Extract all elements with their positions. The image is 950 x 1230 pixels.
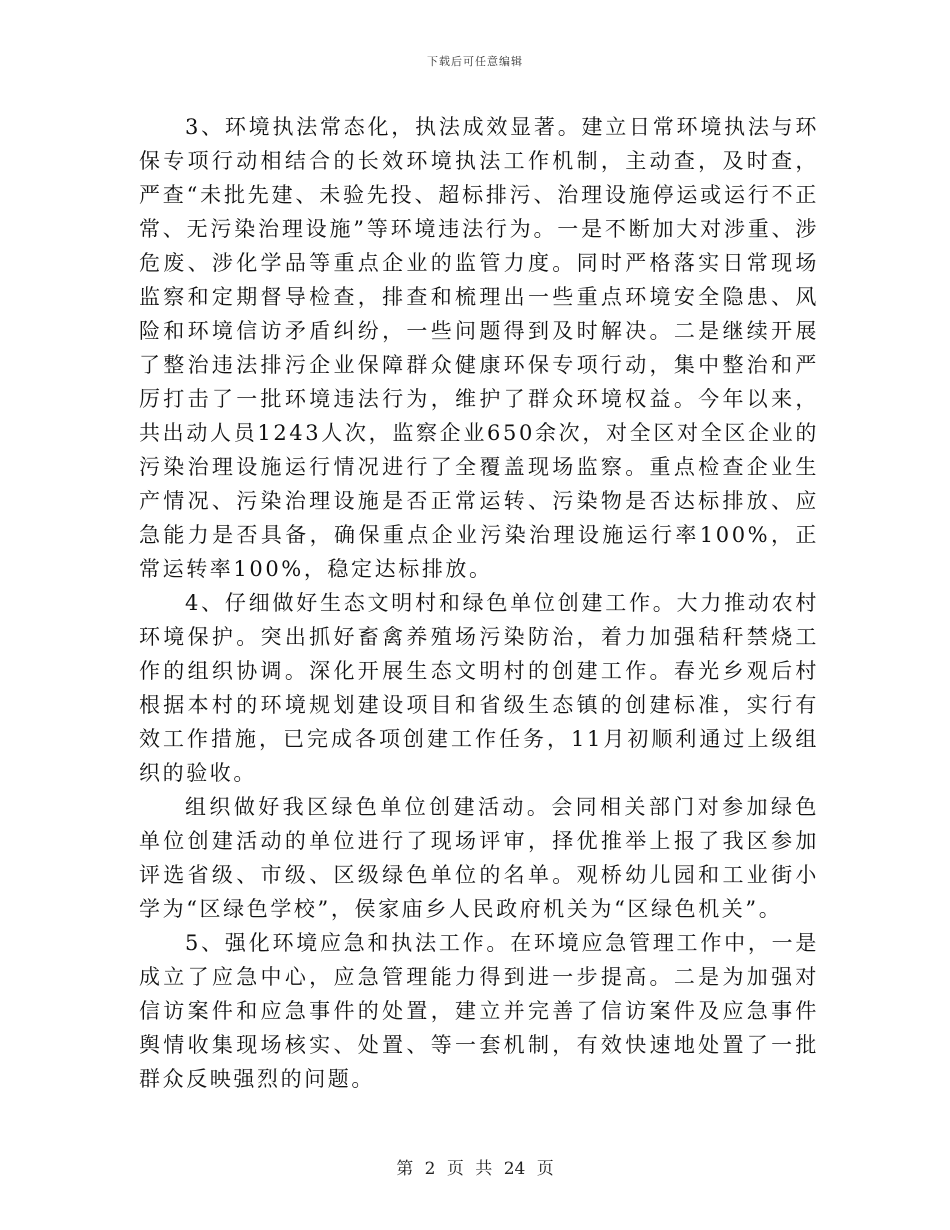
page-header: 下载后可任意编辑	[427, 55, 523, 68]
page-footer: 第 2 页 共 24 页	[396, 1159, 554, 1179]
paragraph-enforcement: 3、环境执法常态化，执法成效显著。建立日常环境执法与环保专项行动相结合的长效环境执法工作机制，主动查，及时查，严查“未批先建、未验先投、超标排污、治理设施停运或运行不正常、无污染治理设施”等环境违法行为。一是不断加大对涉重、涉危废、涉化学品等重点企业的监管力度。同时严格落实日常现场监察和定期督导检查，排查和梳理出一些重点环境安全隐患、风险和环境信访矛盾纠纷，一些问题得到及时解决。二是继续开展了整治违法排污企业保障群众健康环保专项行动，集中整治和严厉打击了一批环境违法行为，维护了群众环境权益。今年以来，共出动人员1243人次，监察企业650余次，对全区对全区企业的污染治理设施运行情况进行了全覆盖现场监察。重点检查企业生产情况、污染治理设施是否正常运转、污染物是否达标排放、应急能力是否具备，确保重点企业污染治理设施运行率100%，正常运转率100%，稳定达标排放。	[139, 115, 819, 581]
paragraph-emergency: 5、强化环境应急和执法工作。在环境应急管理工作中，一是成立了应急中心，应急管理能力得到进一步提高。二是为加强对信访案件和应急事件的处置，建立并完善了信访案件及应急事件舆情收集现场核实、处置、等一套机制，有效快速地处置了一批群众反映强烈的问题。	[139, 931, 819, 1091]
document-body	[139, 110, 819, 1096]
paragraph-green-units: 组织做好我区绿色单位创建活动。会同相关部门对参加绿色单位创建活动的单位进行了现场评审，择优推举上报了我区参加评选省级、市级、区级绿色单位的名单。观桥幼儿园和工业街小学为“区绿色学校”，侯家庙乡人民政府机关为“区绿色机关”。	[139, 795, 819, 921]
paragraph-eco-village: 4、仔细做好生态文明村和绿色单位创建工作。大力推动农村环境保护。突出抓好畜禽养殖场污染防治，着力加强秸秆禁烧工作的组织协调。深化开展生态文明村的创建工作。春光乡观后村根据本村的环境规划建设项目和省级生态镇的创建标准，实行有效工作措施，已完成各项创建工作任务，11月初顺利通过上级组织的验收。	[139, 591, 819, 785]
